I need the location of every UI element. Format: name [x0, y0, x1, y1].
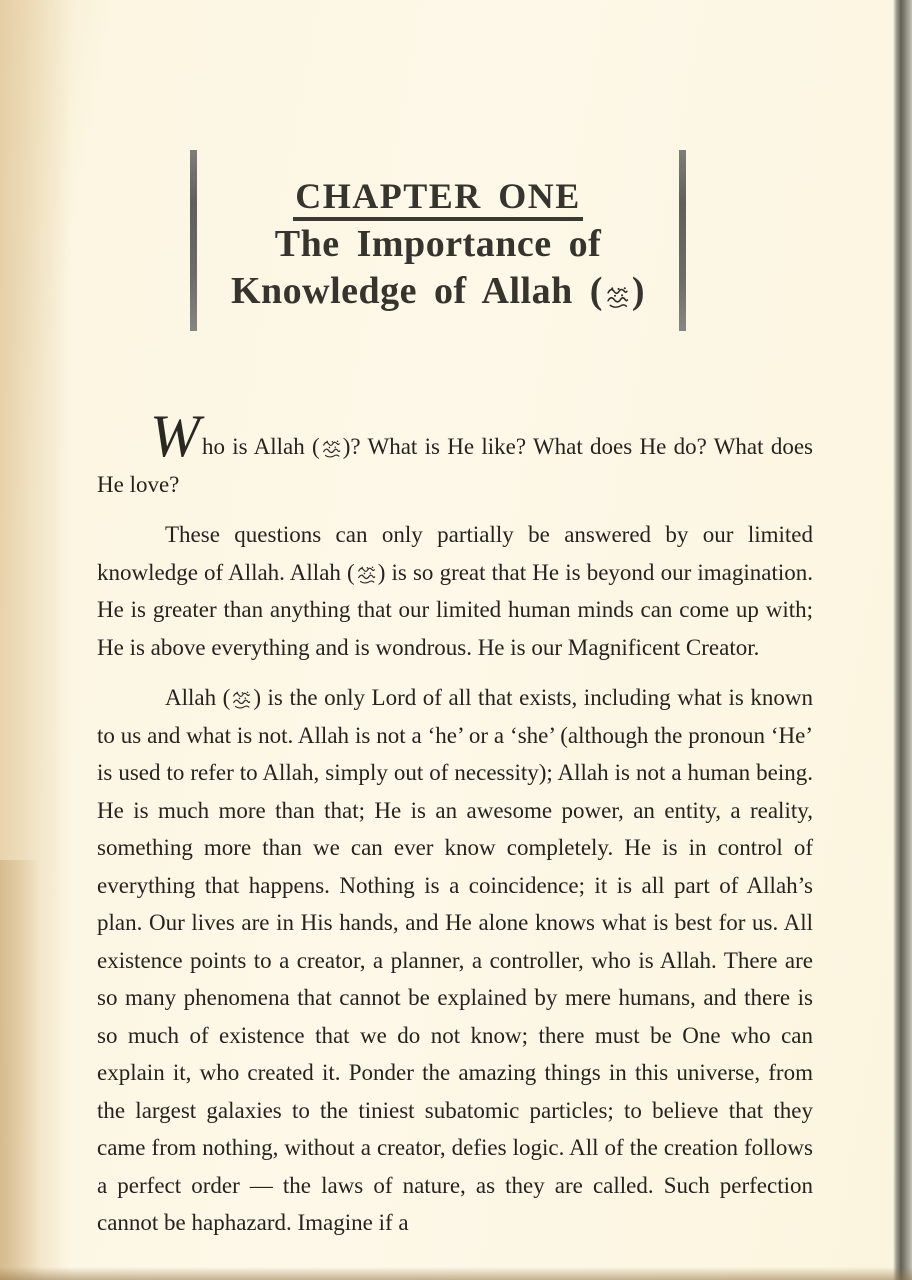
heading-left-rule	[190, 150, 197, 331]
chapter-label: CHAPTER ONE	[293, 176, 583, 221]
body-paragraph: Who is Allah ( )? What is He like? What does He do? What does He love?	[97, 403, 813, 497]
scan-right-page-edge	[893, 0, 912, 1280]
body-paragraph: These questions can only partially be answered by our limited knowledge of Allah. Allah ( ) is so great that He is beyond our imagination. He is greater than anything that our limited human minds can come up with; He is above everything and is wondrous. He is our Magnificent Creator.	[97, 522, 813, 660]
allah-honorific-icon	[356, 565, 377, 584]
chapter-title-line-2	[190, 268, 686, 315]
allah-honorific-icon	[321, 439, 342, 458]
scan-left-edge-shading	[0, 0, 72, 1280]
scan-bottom-shadow	[0, 1267, 912, 1280]
chapter-heading-block	[190, 150, 686, 331]
chapter-title-line-2-close: )	[631, 270, 646, 312]
scan-left-bottom-shading	[0, 860, 40, 1280]
body-paragraph: Allah ( ) is the only Lord of all that exists, including what is known to us and what is not. Allah is not a ‘he’ or a ‘she’ (although the pronoun ‘He’ is used to refer to Allah, simply out of necessity); Allah is not a human being. He is much more than that; He is an awesome power, an entity, a reality, something more than we can ever know completely. He is in control of everything that happens. Nothing is a coincidence; it is all part of Allah’s plan. Our lives are in His hands, and He alone knows what is best for us. All existence points to a creator, a planner, a controller, who is Allah. There are so many phenomena that cannot be explained by mere humans, and there is so much of existence that we do not know; there must be One who can explain it, who created it. Ponder the amazing things in this universe, from the largest galaxies to the tiniest subatomic particles; to believe that they came from nothing, without a creator, defies logic. All of the creation follows a perfect order — the laws of nature, as they are called. Such perfection cannot be haphazard. Imagine if a	[97, 685, 814, 1235]
allah-honorific-icon	[231, 690, 252, 709]
body-text	[97, 403, 814, 1242]
heading-right-rule	[679, 150, 686, 331]
chapter-title-line-2-text: Knowledge of Allah (	[230, 270, 603, 312]
drop-cap: W	[150, 403, 202, 469]
chapter-title-line-1: The Importance of	[274, 223, 602, 265]
allah-honorific-icon	[605, 285, 630, 309]
